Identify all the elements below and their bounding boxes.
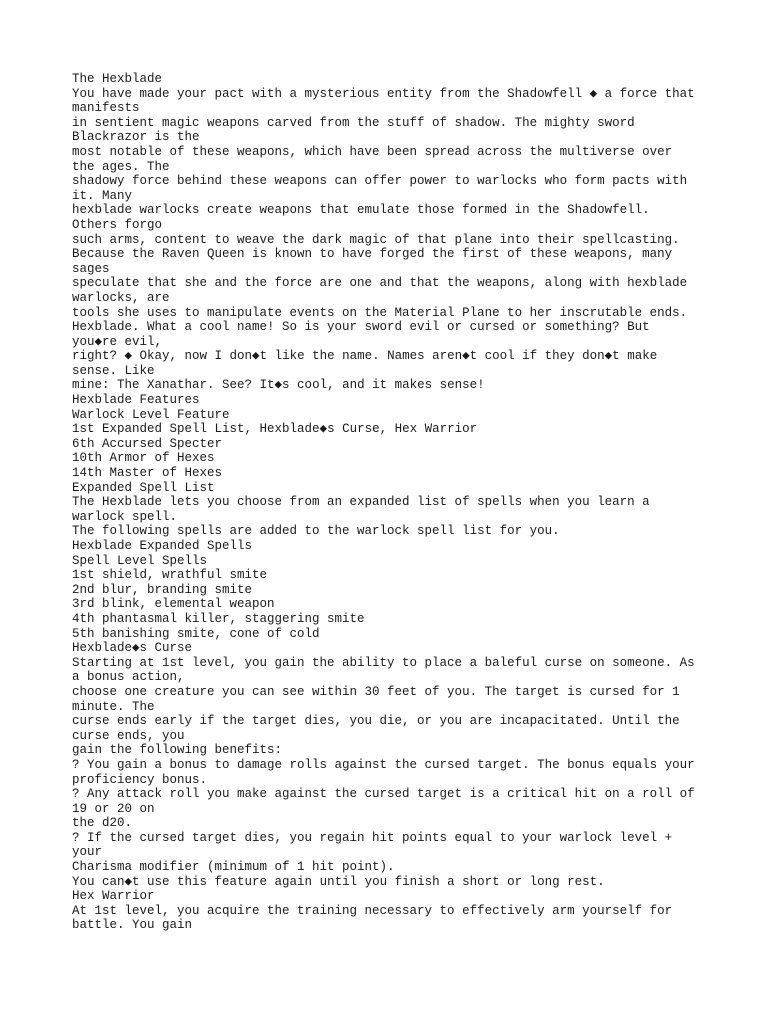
text-line: Hexblade. What a cool name! So is your sword evil or cursed or something? But [72, 320, 650, 335]
text-line: tools she uses to manipulate events on the Material Plane to her inscrutable ends. [72, 305, 688, 320]
text-line: Warlock Level Feature [72, 407, 230, 422]
text-line: battle. You gain [72, 918, 193, 933]
text-line: Starting at 1st level, you gain the ability to place a baleful curse on someone. As [72, 655, 695, 670]
text-line: Hexblade Expanded Spells [72, 539, 253, 553]
text-line: ? Any attack roll you make against the cursed target is a critical hit on a roll of [72, 787, 695, 802]
text-line: warlock spell. [72, 509, 178, 524]
text-line: proficiency bonus. [72, 772, 208, 787]
text-line: The Hexblade [72, 72, 163, 86]
text-line: At 1st level, you acquire the training necessary to effectively arm yourself for [72, 903, 673, 918]
text-line: gain the following benefits: [72, 743, 283, 758]
text-line: most notable of these weapons, which have been spread across the multiverse over [72, 144, 673, 159]
text-line: mine: The Xanathar. See? It◆s cool, and it makes sense! [72, 378, 485, 393]
text-line: shadowy force behind these weapons can offer power to warlocks who form pacts with [72, 174, 688, 189]
text-line: right? ◆ Okay, now I don◆t like the name. Names aren◆t cool if they don◆t make [72, 349, 658, 364]
text-line: 4th phantasmal killer, staggering smite [72, 611, 365, 626]
text-line: your [72, 845, 103, 860]
text-line: Expanded Spell List [72, 480, 215, 495]
text-line: The Hexblade lets you choose from an expanded list of spells when you learn a [72, 495, 650, 510]
text-line: minute. The [72, 699, 155, 714]
text-line: choose one creature you can see within 30 feet of you. The target is cursed for 1 [72, 684, 680, 699]
text-line: Hex Warrior [72, 889, 155, 904]
document-page [72, 72, 732, 933]
text-line: 1st Expanded Spell List, Hexblade◆s Curse, Hex Warrior [72, 422, 478, 437]
text-line: Spell Level Spells [72, 553, 208, 568]
text-line: 10th Armor of Hexes [72, 451, 215, 466]
text-line: 6th Accursed Specter [72, 436, 223, 451]
text-line: 1st shield, wrathful smite [72, 568, 268, 583]
text-line: Blackrazor is the [72, 130, 200, 145]
text-line: 14th Master of Hexes [72, 466, 223, 481]
text-line: You can◆t use this feature again until you finish a short or long rest. [72, 874, 605, 889]
text-line: Hexblade Features [72, 393, 200, 408]
text-line: 2nd blur, branding smite [72, 582, 253, 597]
text-line: ? You gain a bonus to damage rolls against the cursed target. The bonus equals your [72, 757, 695, 772]
text-line: manifests [72, 101, 140, 116]
text-line: in sentient magic weapons carved from the stuff of shadow. The mighty sword [72, 115, 635, 130]
text-line: curse ends, you [72, 728, 185, 743]
text-line: Hexblade◆s Curse [72, 641, 193, 656]
text-line: such arms, content to weave the dark magic of that plane into their spellcasting. [72, 232, 680, 247]
text-line: The following spells are added to the warlock spell list for you. [72, 524, 560, 539]
text-line: you◆re evil, [72, 334, 163, 349]
text-line: warlocks, are [72, 290, 170, 305]
text-line: Charisma modifier (minimum of 1 hit point). [72, 860, 395, 875]
text-line: curse ends early if the target dies, you die, or you are incapacitated. Until the [72, 714, 680, 729]
text-line: the ages. The [72, 159, 170, 174]
text-line: a bonus action, [72, 670, 185, 685]
text-line: 19 or 20 on [72, 801, 155, 816]
text-line: speculate that she and the force are one and that the weapons, along with hexblade [72, 276, 688, 291]
text-line: 5th banishing smite, cone of cold [72, 626, 320, 641]
text-line: sense. Like [72, 363, 155, 378]
text-line: ? If the cursed target dies, you regain hit points equal to your warlock level + [72, 830, 673, 845]
text-line: the d20. [72, 816, 133, 831]
text-line: hexblade warlocks create weapons that emulate those formed in the Shadowfell. [72, 203, 650, 218]
text-line: You have made your pact with a mysterious entity from the Shadowfell ◆ a force that [72, 86, 695, 101]
text-line: 3rd blink, elemental weapon [72, 597, 275, 612]
text-line: Others forgo [72, 217, 163, 232]
text-line: it. Many [72, 188, 133, 203]
text-line: Because the Raven Queen is known to have forged the first of these weapons, many [72, 247, 673, 262]
text-line: sages [72, 261, 110, 276]
